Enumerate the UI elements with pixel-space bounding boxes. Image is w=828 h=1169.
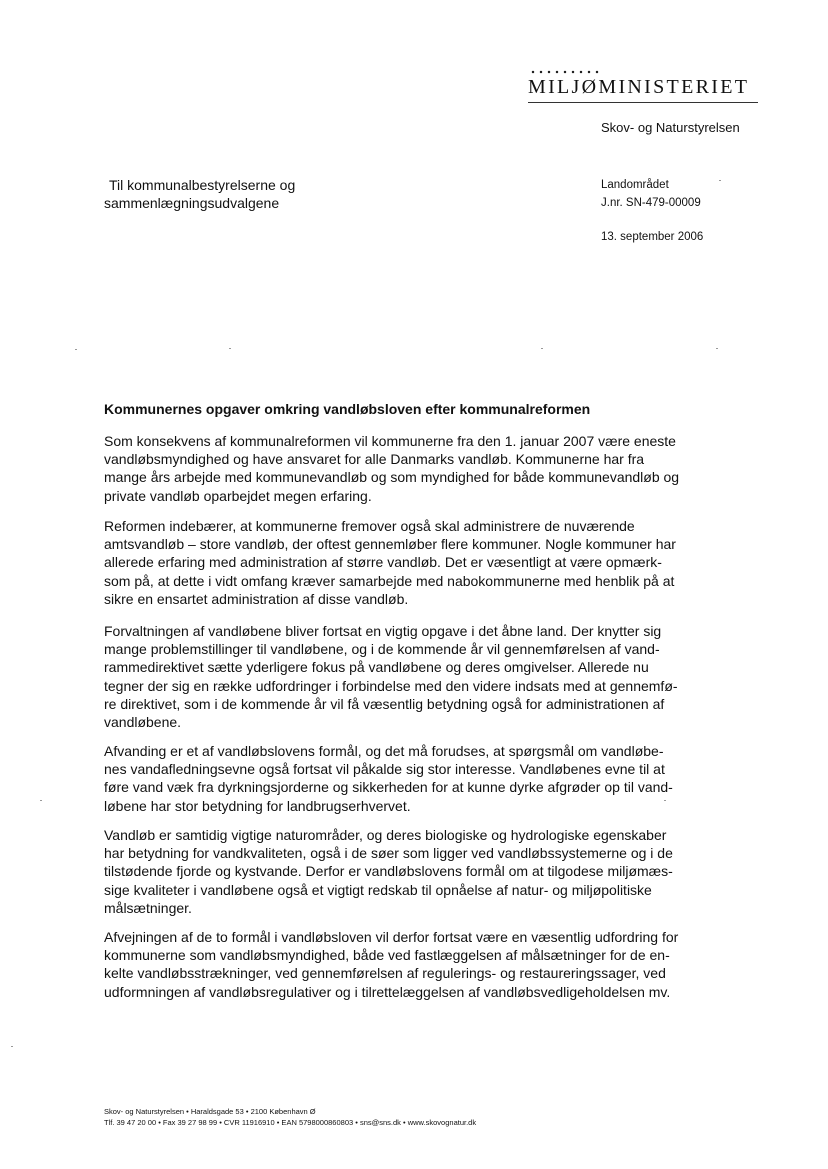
recipient-line: sammenlægningsudvalgene	[104, 195, 280, 211]
scan-speck	[541, 348, 543, 349]
paragraph-line: Reformen indebærer, at kommunerne fremover også skal administrere de nuværende	[104, 518, 635, 534]
scan-speck	[229, 348, 231, 349]
paragraph-line: Afvanding er et af vandløbslovens formål, og det må forudses, at spørgsmål om vandløbe-	[104, 743, 664, 759]
logo-underline	[528, 102, 758, 103]
paragraph-line: Vandløb er samtidig vigtige naturområder, og deres biologiske og hydrologiske egenskaber	[104, 827, 667, 843]
scan-speck	[716, 348, 718, 349]
paragraph-line: amtsvandløb – store vandløb, der oftest gennemløber flere kommuner. Nogle kommuner har	[104, 536, 676, 553]
paragraph	[104, 622, 724, 731]
ministry-logo: MILJØMINISTERIET	[528, 76, 750, 98]
paragraph	[104, 517, 724, 608]
paragraph-line: Forvaltningen af vandløbene bliver fortsat en vigtig opgave i det åbne land. Der knytter sig	[104, 623, 662, 639]
scan-speck	[719, 180, 721, 181]
paragraph-line: tilstødende fjorde og kystvande. Derfor er vandløbslovens formål om at tilgodese miljømæs-	[104, 863, 673, 880]
paragraph	[104, 742, 724, 815]
paragraph-line: som på, at dette i vidt omfang kræver samarbejde med nabokommunerne med henblik på at	[104, 572, 675, 589]
recipient-block	[104, 176, 295, 212]
paragraph-line: mange års arbejde med kommunevandløb og som myndighed for både kommunevandløb og	[104, 469, 680, 486]
letter-meta	[601, 176, 703, 246]
paragraph-line: re direktivet, som i de kommende år vil få væsentlig betydning også for administrationen af	[104, 695, 665, 712]
paragraph	[104, 432, 724, 505]
paragraph-line: vandløbene.	[104, 714, 182, 731]
paragraph-line: allerede erfaring med administration af større vandløb. Det er væsentligt at være opmærk-	[104, 554, 662, 571]
paragraph-line: føre vand væk fra dyrkningsjorderne og sikkerheden for at kunne dyrke afgrøder op til vand-	[104, 779, 673, 796]
journal-number: J.nr. SN-479-00009	[601, 197, 701, 209]
letter-date: 13. september 2006	[601, 231, 704, 243]
recipient-line: Til kommunalbestyrelserne og	[109, 177, 296, 193]
footer	[104, 1106, 476, 1128]
paragraph-line: Afvejningen af de to formål i vandløbsloven vil derfor fortsat være en væsentlig udfordring for	[104, 929, 679, 945]
paragraph-line: vandløbsmyndighed og have ansvaret for alle Danmarks vandløb. Kommunerne har fra	[104, 451, 645, 468]
paragraph-line: tegner der sig en række udfordringer i forbindelse med den videre indsats med at gennemfø-	[104, 677, 678, 694]
agency-name: Skov- og Naturstyrelsen	[601, 120, 740, 135]
paragraph-line: nes vandafledningsevne også fortsat vil påkalde sig stor interesse. Vandløbenes evne til at	[104, 761, 665, 778]
paragraph-line: løbene har stor betydning for landbrugserhvervet.	[104, 797, 411, 814]
paragraph-line: Som konsekvens af kommunalreformen vil kommunerne fra den 1. januar 2007 være eneste	[104, 433, 676, 449]
scan-speck	[664, 800, 666, 801]
paragraph-line: mange problemstillinger til vandløbene, og i de kommende år vil gennemførelsen af vand-	[104, 641, 660, 658]
paragraph	[104, 826, 724, 917]
scan-speck	[40, 800, 42, 801]
paragraph-line: målsætninger.	[104, 899, 192, 916]
paragraph-line: rammedirektivet sætte yderligere fokus på vandløbene og deres omgivelser. Allerede nu	[104, 659, 649, 676]
ministry-logo-dots	[529, 70, 601, 74]
footer-contact: Tlf. 39 47 20 00 • Fax 39 27 98 99 • CVR 11916910 • EAN 5798000860803 • sns@sns.dk • www.skovognatur.dk	[104, 1118, 477, 1127]
footer-address: Skov- og Naturstyrelsen • Haraldsgade 53 • 2100 København Ø	[104, 1107, 316, 1116]
letter-title: Kommunernes opgaver omkring vandløbsloven efter kommunalreformen	[104, 401, 591, 417]
paragraph-line: kommunerne som vandløbsmyndighed, både ved fastlæggelsen af målsætninger for de en-	[104, 947, 670, 964]
paragraph-line: udformningen af vandløbsregulativer og i tilrettelæggelsen af vandløbsvedligeholdelsen mv.	[104, 983, 671, 1000]
scan-speck	[11, 1046, 13, 1047]
paragraph-line: kelte vandløbsstrækninger, ved gennemførelsen af regulerings- og restaureringssager, ved	[104, 965, 666, 982]
scan-speck	[75, 349, 77, 350]
department: Landområdet	[601, 179, 669, 191]
paragraph-line: sikre en ensartet administration af disse vandløb.	[104, 590, 409, 607]
paragraph-line: private vandløb oparbejdet megen erfaring.	[104, 487, 372, 504]
paragraph	[104, 928, 724, 1001]
paragraph-line: har betydning for vandkvaliteten, også i de søer som ligger ved vandløbssystemerne og i de	[104, 845, 673, 862]
paragraph-line: sige kvaliteter i vandløbene også et vigtigt redskab til opnåelse af natur- og miljøpolitiske	[104, 881, 652, 898]
